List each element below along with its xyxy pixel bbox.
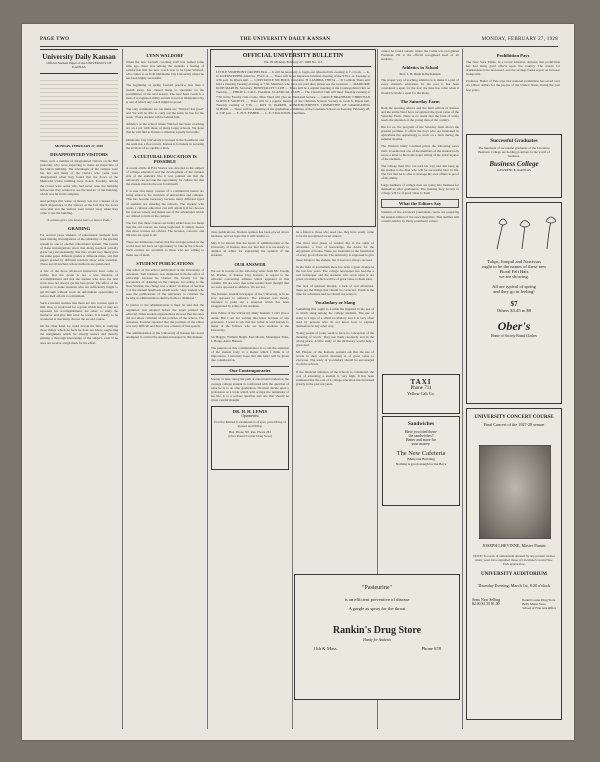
column-rule: [122, 49, 123, 729]
headline-vocabulary: Vocabulary or Slang: [314, 300, 356, 306]
headline-grading: GRADING: [67, 226, 91, 232]
headline-saturday-farm: The Saturday Farm: [400, 98, 440, 104]
headline-student-publications: STUDENT PUBLICATIONS: [136, 260, 194, 266]
article-text: Something that ought to trouble the linguists is the use of so much slang among the college students. The use of slang is a sign of a small vocabulary and it is very often used by persons who do not know how to express themselves in any other way.: [296, 307, 374, 328]
bulletin-meta: Vol. IX Monday, February 27, 1928 No. 113: [215, 59, 371, 67]
hat-price: $7: [510, 300, 518, 308]
headline-editors-say: What the Editors Say: [381, 199, 459, 208]
article-text: A few of the more advanced instructors have come to realize that the grade is not a true measure of accomplishment and that the student who does the best work does not always get the best grade. The effect of the system is to make students who are sufficiently bright to get through without work an unfortunate opportunity to reduce their efforts to a minimum.: [40, 269, 118, 298]
tulips-line: All are typical of spring: [492, 284, 536, 289]
concert-course-ad: [466, 408, 562, 720]
concert-venue: UNIVERSITY AUDITORIUM: [481, 572, 547, 578]
article-text: cannot be found outside where the Cattle was recognized President. He is the official recognized head of all students.: [381, 49, 459, 62]
staff-listing: [40, 77, 118, 141]
taxi-phone: Phone 711: [410, 386, 432, 391]
article-text: May it be known that the board of administration at the University of Kansas does not feel that it is necessary to dismiss an editor for expressing the opinion of the students.: [211, 241, 289, 258]
cafeteria-ad: [382, 416, 460, 506]
article-text: It is true that many courses of a commercial nature are being added to the curricula of universities and colleges. This has become necessary because many different types of students are entering the schools. The student who wants a cultural education can still obtain it if he chooses his courses wisely and makes use of the advantages which are offered to him on the campus.: [126, 189, 204, 218]
ticket-outlet: School of Fine Arts Office: [522, 606, 556, 611]
article-text: The purpose of this communication is to call the attention of the student body to a matter which I think is of importance. I sincerely hope that this letter will be given due consideration.: [211, 346, 289, 363]
article-text: Dear Editor of the University Daily Kansan: I can't give a damn. But I am not writing this letter because of any grievance. I want to say that the writer is well known to many of the fellows who are now students at the University.: [211, 311, 289, 332]
obers-tagline: Home of Society Brand Clothes: [491, 334, 537, 338]
paper-name: THE UNIVERSITY DAILY KANSAN: [240, 37, 331, 42]
concert-subtitle: Final Concert of the 1927-28 season: [483, 422, 545, 427]
ad-address: (Over Round Corner Drug Store): [228, 434, 272, 439]
article-text: We are in receipt of the following letter from Mr. Joseph M. Prather, of Kansas City, Kansas, in regard to the editorial concerning athletes which appeared in this column. We are sorry that some readers have thought that we were opposed to athletics. We are not.: [211, 268, 289, 289]
ad-line: your money.: [411, 442, 431, 446]
column-4: [296, 230, 374, 570]
tulips-line: we are showing.: [499, 274, 529, 279]
ticket-prices: $2.00 $1.50 $1.00: [472, 602, 500, 607]
bulletin-body: LITTLE SYMPHONY ORCHESTRA — It will be necessary to begin our rehearsal this evening at 7 o'clock. — K. O. KUERSTEINER, Director. Y.W.C.A. — There will be an important business meeting of the Y.W.C.A. Tuesday at 4:30 p.m. in Myers hall. — CONSTANCE NICHOLS, President. PI LAMBDA THETA — Pi Lambda Theta will hold a meeting Tuesday evening at 7:30. Members who have not paid dues please see the treasurer. — MARJORIE ROSE MARTIN, Secretary. HOSPITALITY CLUB — There will be a regular meeting of the Cosmopolitan Club on Tuesday. — PHILIP L. CALL, President. CLASSICAL CLUB — The Classical Club will meet Tuesday evening at 7:30 in the Faculty club rooms. Miss Ward will give an illustrated lecture. — GRACE BRANHAM. CHRISTIAN SCIENCE SOCIETY — There will be a regular meeting of the Christian Science Society in room 6, Myers hall, Tuesday evening at 7:30. — ROY D. PARKER. ANNOUNCEMENTS COMMITTEE OF GRADUATING SCHOOL — There will be a meeting of the graduation committee of the Graduate School on Tuesday, February 28, at 5:00 p.m. — E. H. S. FISHER. — C. E. STOCKTON, Chairman.: [216, 70, 370, 115]
business-college-ad: [466, 134, 562, 198]
article-text: The Western Daily Cardinal prints the following news item: It seems that one of the members of the student body wrote a letter to his home paper telling of the extravagance of the students.: [381, 144, 459, 161]
article-text: Both the sporting editors and the farm editors of Kansas and the entire West have recognized the great value of the Saturday Farm. There is no doubt that the farm of today needs the attention of the young men of the country.: [381, 105, 459, 122]
concert-artist: JOSEPH LHEVINNE, Master Pianist: [482, 543, 546, 548]
column-2: [126, 49, 204, 733]
headline-cultural-education: A CULTURAL EDUCATION IS POSSIBLE: [133, 153, 197, 164]
ticket-outlet: Round Corner Drug Store: [522, 598, 556, 603]
taxi-ad: [382, 374, 460, 414]
article-text: Oklahoma City University is located in the Southwest and the team has a fine record. Kansas is fortunate in securing the services of so capable a man.: [126, 137, 204, 150]
article-text: And perhaps this waste of money was not a matter of as much importance to the visitors as the fact that the doors were shut and the visitors were turned away when they came to see the building.: [40, 198, 118, 216]
article-text: When the new football coaching staff was named some time ago, there was among the students a feeling of satisfaction that the new coach was to be Lynn Waldorf, who comes to us from Oklahoma City University where he has been highly successful.: [126, 60, 204, 81]
article-text: Such a student realizes that there are two courses open to him. One, to work hard for a grade which may or may not represent his accomplishment; the other, to study the instructor and give him what he wants. It is hardly to be wondered at that many choose the second course.: [40, 300, 118, 322]
bulletin-title: OFFICIAL UNIVERSITY BULLETIN: [242, 53, 344, 59]
ticket-outlet: Bell's Music Store: [522, 602, 546, 607]
headline-contemporaries: Our Contemporaries: [211, 366, 289, 375]
obers-logo: Ober's: [497, 319, 531, 333]
column-3: [211, 230, 289, 730]
article-text: In justice to the administration it must be said that the regulation was adopted before the paper printed the editorial. Other student organizations showed that the rules did not allow criticism of the policies of the school. The Arkansas Traveler reported that the position of the editor was very difficult and that it was a matter of free speech.: [126, 303, 204, 328]
ad-name: DR. H. H. LEWIS: [232, 409, 268, 414]
masthead-subtitle: Official Student Paper of the UNIVERSITY OF KANSAS: [46, 61, 112, 69]
cafeteria-name: The New Cafeteria: [396, 450, 446, 457]
concert-note: NOTE: No seats of enthusiasm attested by any present wishes many years have signalled those of Lhevinne's recent New York appearance.: [473, 554, 555, 567]
column-rule: [207, 49, 208, 729]
headline-prohibition: Prohibition Pays: [496, 53, 530, 58]
article-text: In the field of journalism there has been a great change in the last few years. The college newspaper has become a real newspaper and the students who work upon it are given a training which will be of great value to them later.: [296, 264, 374, 281]
article-text: three publications. Student opinion has been placed above business, and we hope that it will remain so.: [211, 230, 289, 239]
taxi-company: Yellow Cab Co.: [407, 391, 435, 396]
article-text: Mr. Harper, of the Kansan, pointed out that the use of words in their correct meaning is of great value to everyone. The study of vocabulary should be encouraged in all the schools.: [296, 350, 374, 367]
article-text: If the financial situation of the schools is considered, the cost of educating a student is very high. It has been estimated that the cost of a college education has increased greatly in the past ten years.: [296, 369, 374, 386]
article-text: A recent article in Fact Stories was devoted to the subject of college education and the development of the cultural side of the student's life. It was pointed out that the university can provide the opportunity for culture but that the student must do the rest for himself.: [126, 165, 204, 187]
tulips-line: Floral Felt Hats: [499, 269, 529, 274]
column-1: [40, 49, 118, 733]
rankin-sub: Handy for Students: [363, 638, 391, 642]
ad-line: Have you tried them-: [404, 430, 438, 434]
pianist-portrait: [479, 445, 551, 539]
business-college-name: Business College: [489, 160, 539, 169]
article-text: The college man who can earn his way and still keep up his studies is the man who will be successful later in life. The fact that he is able to manage his own affairs is proof of his ability.: [381, 163, 459, 181]
cafeteria-note: Nothing is good enough for the Boys: [395, 462, 447, 466]
article-text: The fact that these courses are being added does not mean that the old courses are being neglected. It simply means that more courses are offered. The lectures, concerts, and libraries are open to all.: [126, 220, 204, 238]
article-text: Large numbers of college men are going into business for themselves after graduation. The training they receive in college will be of great value to them.: [381, 183, 459, 196]
article-text: Athletics at the school where Waldorf has been coaching are on a par with those of many larger schools. We hope that he will find at Kansas a situation equally favorable.: [126, 122, 204, 135]
article-text: The beginning of spring football practice, less than a month away, has caused many to speculate on the possibilities of the next season. The new head coach is a man of recognized ability and his record at Oklahoma City is one of which any coach might be proud.: [126, 83, 204, 104]
sandwiches-title: Sandwiches: [408, 421, 434, 427]
article-text: The editor of the school publication at the University of Arkansas, Tom Johnson, was dismissed from the office of editorship because he blamed the faculty for the prevalence of drinking on the campus. According to the New Student, the charge was a direct violation of Section 5 of the student handbook which reads: "Any student who uses the publications of the university to criticize the faculty or administration shall be liable to dismissal.": [126, 267, 204, 301]
editorial-date: MONDAY, FEBRUARY 27, 1928: [54, 144, 103, 148]
article-text: The most vital phase of student life is the spirit of adventure, a love of knowledge, the desire for the enjoyment of books. These are essentials in the foundation of every good character. The university is supposed to give these things to the student, but it does not always succeed.: [296, 241, 374, 262]
rankin-drug-store-ad: [294, 574, 460, 700]
quote: "A woman gives you honest tears, a man a smile.": [46, 218, 112, 223]
article-text: Young people of today seem to have no conception of the meaning of words. They use them carelessly and in the wrong place. A little study of the dictionary would help a great deal.: [296, 330, 374, 348]
success-body: The hundreds of successful graduates of the Lawrence Business College are holding positions in the world of business.: [478, 146, 550, 159]
newspaper-page: [22, 24, 574, 740]
rankin-name: Rankin's Drug Store: [332, 625, 422, 636]
headline-lynn-waldorf: LYNN WALDORF: [146, 53, 184, 58]
taxi-title: TAXI: [410, 378, 432, 386]
pasteurine-line: is an efficient preventive of disease: [344, 597, 410, 602]
concert-title: UNIVERSITY CONCERT COURSE: [474, 415, 554, 420]
lewis-optometrist-ad: [211, 406, 289, 470]
article-text: For several years students of educational methods have been making investigations of the reliability of the grading system in one or another educational system. The results of these investigations show that many teachers actually grade very inconsistently; that they would very likely give the same paper different grades at different times, and that papers graded by different teachers show wide variation. These are all teachers whose methods are questioned.: [40, 233, 118, 266]
article-text: The proper way of teaching athletics is to make it a part of every student's education. In the past it has been considered a sport for the few; the time has come when it should be made a sport for the many.: [381, 78, 459, 95]
obers-hat-ad: [466, 202, 562, 404]
seats-selling: Seats Now Selling: [472, 598, 501, 603]
article-text: But for us, the program of the Saturday farm shows the greatest promise. It offers the boys who are interested in agriculture the opportunity to work on a farm during the summer months.: [381, 125, 459, 142]
page-header: [40, 37, 558, 47]
success-title: Successful Graduates: [490, 138, 538, 144]
ad-line: Better and more for: [406, 438, 436, 442]
tulip-illustration: [487, 211, 562, 251]
ad-line: the sandwiches?: [408, 434, 434, 438]
masthead: [40, 49, 118, 74]
tulips-line: Tulips, Jonquil and Narcissus: [486, 259, 542, 264]
tulips-line: and they go in feeling!: [493, 289, 535, 294]
rankin-address: 11th & Mass.: [313, 646, 338, 651]
page-number: PAGE TWO: [40, 37, 70, 42]
article-text: On the other hand, he could devote his time to studying those things which he feels he does not know, neglecting the assignment which he already knows and thereby gaining a thorough knowledge of the subject, even if he does not receive a high mark for his effort.: [40, 324, 118, 345]
article-text: Sooner or later, along the path of educational endeavor, the average college student is confronted with the question of what he is to do after graduation. He must decide upon a profession or a trade which will occupy the remainder of his life. It is a serious question and one that should be given careful thought.: [211, 377, 289, 402]
ad-body: Practice limited to examination of eyes, prescribing of glasses and fitting.: [214, 420, 286, 429]
headline-athletics: Athletics in School: [401, 65, 439, 71]
concert-date: Thursday Evening, March 1st, 8:20 o'clock: [477, 583, 551, 589]
rankin-phone: Phone 678: [421, 646, 441, 651]
headline-disappointed-visitors: DISAPPOINTED VISITORS: [50, 152, 108, 157]
signatures: Sir Haggis, William Heigh, Earl Morris, Monsignor Tuke, J. Haige, Alton Hanson.: [211, 334, 289, 343]
business-college-city: LAWRENCE, KANSAS: [497, 168, 531, 173]
pasteurine-title: "Pasteurine": [362, 585, 392, 591]
masthead-title: University Daily Kansan: [42, 53, 116, 61]
cafeteria-address: (Memorial Building): [406, 457, 436, 461]
hat-price-range: Others $3.45 to $8: [496, 308, 532, 313]
article-text: The New York Times, in a recent editorial, declares that prohibition has had many good effects upon the country. The arrests for drunkenness have decreased, and the savings banks report an increase in deposits.: [466, 60, 560, 77]
article-text: The lack of spiritual interest, a lack of real adventure, these are the things that should be corrected. Youth is the time for adventure and we should not waste it.: [296, 284, 374, 297]
article-text: There were a number of disappointed visitors on the Hill yesterday who were expecting to make an inspection of the Union building. The advantages of the campus were but few and many of the visitors who came were disappointed when they found that the doors of the Memorial Union building were closed. Possibly, among the crowd were some who had never seen the building before and they wanted to see the interior of the building, which was far from complete.: [40, 159, 118, 196]
byline: Prof. J. B. Rush in the Kansan: [399, 72, 441, 77]
article-text: Professor Fisher of Yale says that national prohibition has saved over six billion dollars for the people of the United States during the past few years.: [466, 79, 560, 92]
pasteurine-line: A gargle as spray for the throat: [348, 606, 406, 611]
issue-date: MONDAY, FEBRUARY 27, 1928: [481, 37, 558, 42]
headline-our-answer: OUR ANSWER: [234, 261, 266, 267]
official-bulletin: [210, 49, 376, 227]
tulips-line: ought to be the names of these new: [481, 264, 547, 269]
article-text: There are numerous courses that the average person in the world does not have an opportunity to take in the schools. Such courses are available to those who are willing to make use of them.: [126, 240, 204, 257]
article-text: Students of the advanced journalism course are preparing the annual edition of the news magazine. This number will contain articles by many prominent writers.: [381, 210, 459, 223]
article-text: The administration at the University of Kansas has never attempted to control the student newspaper in this manner.: [126, 330, 204, 340]
article-text: The only comments we can make are "Waldorf has good" and "he will be able to carry out the plans he has for the team." Every student will be behind him.: [126, 106, 204, 120]
column-5: [381, 49, 459, 369]
ad-title: Optometrist: [241, 414, 259, 418]
column-rule: [462, 49, 463, 729]
article-text: be a friend to those who need one, they have surely come to be the recognized social centers.: [296, 230, 374, 239]
ad-phone: Bus. Phone 301 Res. Phone 261: [228, 430, 272, 435]
article-text: The Kansan, student newspaper of the University, is in no way opposed to athletics. The editorial was merely intended to point out a situation which has been exaggerated by some of the students.: [211, 292, 289, 309]
